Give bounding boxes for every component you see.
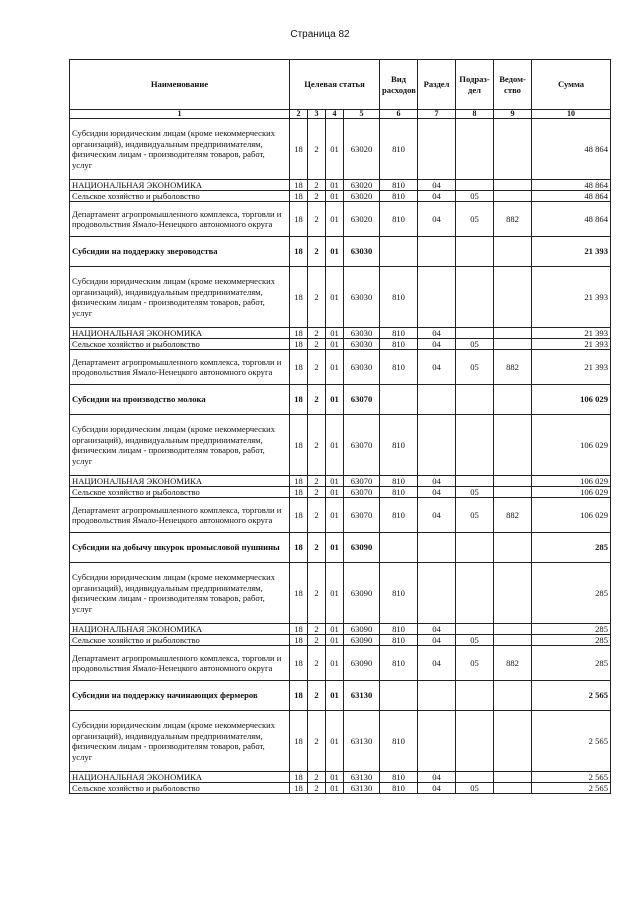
cell-expense-type: 810	[380, 772, 418, 783]
cell-section	[418, 385, 456, 415]
cell-department: 882	[494, 646, 532, 681]
cell-code-3: 01	[326, 202, 344, 237]
cell-code-4: 63070	[344, 476, 380, 487]
cell-section: 04	[418, 476, 456, 487]
table-row	[70, 415, 611, 476]
cell-name: Сельское хозяйство и рыболовство	[70, 487, 290, 498]
cell-code-1: 18	[290, 487, 308, 498]
table-row	[70, 339, 611, 350]
cell-expense-type: 810	[380, 646, 418, 681]
cell-section	[418, 119, 456, 180]
cell-code-1: 18	[290, 180, 308, 191]
col-number: 4	[326, 110, 344, 119]
cell-code-2: 2	[308, 487, 326, 498]
cell-code-3: 01	[326, 180, 344, 191]
cell-section	[418, 533, 456, 563]
cell-expense-type	[380, 681, 418, 711]
cell-subsection: 05	[456, 339, 494, 350]
cell-department: 882	[494, 350, 532, 385]
cell-section	[418, 711, 456, 772]
cell-code-3: 01	[326, 119, 344, 180]
cell-name: НАЦИОНАЛЬНАЯ ЭКОНОМИКА	[70, 624, 290, 635]
cell-code-2: 2	[308, 476, 326, 487]
cell-code-2: 2	[308, 119, 326, 180]
cell-subsection	[456, 180, 494, 191]
cell-code-3: 01	[326, 772, 344, 783]
cell-department: 882	[494, 202, 532, 237]
cell-code-3: 01	[326, 191, 344, 202]
cell-name: Сельское хозяйство и рыболовство	[70, 339, 290, 350]
cell-section: 04	[418, 180, 456, 191]
cell-code-4: 63070	[344, 498, 380, 533]
cell-code-2: 2	[308, 267, 326, 328]
cell-code-4: 63030	[344, 339, 380, 350]
cell-code-1: 18	[290, 498, 308, 533]
table-row	[70, 180, 611, 191]
table-row	[70, 711, 611, 772]
cell-code-3: 01	[326, 350, 344, 385]
cell-sum: 2 565	[532, 711, 611, 772]
cell-code-2: 2	[308, 772, 326, 783]
table-row	[70, 385, 611, 415]
cell-code-4: 63020	[344, 180, 380, 191]
table-row	[70, 202, 611, 237]
cell-name: Департамент агропромышленного комплекса, торговли и продовольствия Ямало-Ненецкого автономного округа	[70, 350, 290, 385]
cell-expense-type: 810	[380, 498, 418, 533]
cell-subsection	[456, 119, 494, 180]
cell-code-1: 18	[290, 339, 308, 350]
cell-code-1: 18	[290, 328, 308, 339]
cell-subsection: 05	[456, 202, 494, 237]
cell-code-1: 18	[290, 711, 308, 772]
cell-code-2: 2	[308, 635, 326, 646]
cell-subsection	[456, 681, 494, 711]
cell-code-4: 63030	[344, 328, 380, 339]
cell-sum: 285	[532, 624, 611, 635]
cell-code-1: 18	[290, 237, 308, 267]
cell-name: Субсидии на добычу шкурок промысловой пушнины	[70, 533, 290, 563]
cell-section: 04	[418, 498, 456, 533]
cell-subsection: 05	[456, 487, 494, 498]
table-row	[70, 237, 611, 267]
cell-expense-type: 810	[380, 487, 418, 498]
cell-code-1: 18	[290, 563, 308, 624]
cell-sum: 48 864	[532, 202, 611, 237]
cell-code-2: 2	[308, 237, 326, 267]
cell-code-2: 2	[308, 191, 326, 202]
cell-sum: 106 029	[532, 415, 611, 476]
cell-department	[494, 711, 532, 772]
cell-name: Сельское хозяйство и рыболовство	[70, 191, 290, 202]
col-number: 6	[380, 110, 418, 119]
cell-section: 04	[418, 339, 456, 350]
cell-code-1: 18	[290, 385, 308, 415]
cell-code-2: 2	[308, 624, 326, 635]
cell-code-4: 63070	[344, 415, 380, 476]
cell-code-2: 2	[308, 415, 326, 476]
table-row	[70, 772, 611, 783]
table-row	[70, 328, 611, 339]
table-row	[70, 487, 611, 498]
cell-name: НАЦИОНАЛЬНАЯ ЭКОНОМИКА	[70, 328, 290, 339]
cell-expense-type: 810	[380, 339, 418, 350]
cell-code-1: 18	[290, 476, 308, 487]
cell-name: Департамент агропромышленного комплекса, торговли и продовольствия Ямало-Ненецкого автономного округа	[70, 202, 290, 237]
col-number: 1	[70, 110, 290, 119]
cell-section: 04	[418, 646, 456, 681]
cell-expense-type: 810	[380, 180, 418, 191]
cell-code-2: 2	[308, 646, 326, 681]
cell-code-1: 18	[290, 415, 308, 476]
cell-code-3: 01	[326, 339, 344, 350]
cell-code-1: 18	[290, 533, 308, 563]
cell-name: Субсидии юридическим лицам (кроме некоммерческих организаций), индивидуальным предпринимателям, физическим лицам - производителям товаров, работ, услуг	[70, 415, 290, 476]
page-number: Страница 82	[290, 29, 350, 40]
cell-code-3: 01	[326, 533, 344, 563]
cell-subsection	[456, 624, 494, 635]
cell-code-4: 63130	[344, 681, 380, 711]
cell-code-2: 2	[308, 350, 326, 385]
cell-code-1: 18	[290, 267, 308, 328]
cell-code-4: 63030	[344, 350, 380, 385]
table-row	[70, 476, 611, 487]
cell-name: Субсидии юридическим лицам (кроме некоммерческих организаций), индивидуальным предпринимателям, физическим лицам - производителям товаров, работ, услуг	[70, 119, 290, 180]
cell-department	[494, 487, 532, 498]
table-row	[70, 681, 611, 711]
cell-sum: 2 565	[532, 772, 611, 783]
header-target-article: Целевая статья	[290, 60, 380, 110]
cell-subsection	[456, 533, 494, 563]
cell-code-3: 01	[326, 711, 344, 772]
cell-name: Субсидии на производство молока	[70, 385, 290, 415]
cell-name: Департамент агропромышленного комплекса, торговли и продовольствия Ямало-Ненецкого автономного округа	[70, 498, 290, 533]
cell-department	[494, 339, 532, 350]
cell-section	[418, 237, 456, 267]
cell-expense-type: 810	[380, 635, 418, 646]
cell-code-1: 18	[290, 635, 308, 646]
cell-section: 04	[418, 624, 456, 635]
cell-subsection: 05	[456, 646, 494, 681]
cell-department	[494, 415, 532, 476]
column-number-row	[70, 110, 611, 119]
header-name: Наименование	[70, 60, 290, 110]
cell-sum: 106 029	[532, 385, 611, 415]
cell-name: Субсидии юридическим лицам (кроме некоммерческих организаций), индивидуальным предпринимателям, физическим лицам - производителям товаров, работ, услуг	[70, 267, 290, 328]
cell-code-3: 01	[326, 498, 344, 533]
cell-code-4: 63090	[344, 646, 380, 681]
cell-section: 04	[418, 635, 456, 646]
cell-code-4: 63020	[344, 202, 380, 237]
cell-sum: 48 864	[532, 119, 611, 180]
cell-code-3: 01	[326, 267, 344, 328]
col-number: 8	[456, 110, 494, 119]
header-department: Ведом-ство	[494, 60, 532, 110]
cell-code-1: 18	[290, 350, 308, 385]
cell-expense-type	[380, 533, 418, 563]
cell-subsection	[456, 267, 494, 328]
cell-department	[494, 772, 532, 783]
cell-name: НАЦИОНАЛЬНАЯ ЭКОНОМИКА	[70, 180, 290, 191]
cell-code-1: 18	[290, 783, 308, 794]
col-number: 2	[290, 110, 308, 119]
cell-expense-type: 810	[380, 191, 418, 202]
cell-code-2: 2	[308, 180, 326, 191]
cell-section	[418, 681, 456, 711]
cell-name: НАЦИОНАЛЬНАЯ ЭКОНОМИКА	[70, 772, 290, 783]
cell-sum: 2 565	[532, 681, 611, 711]
cell-section: 04	[418, 772, 456, 783]
cell-code-4: 63130	[344, 783, 380, 794]
table-row	[70, 191, 611, 202]
cell-sum: 21 393	[532, 339, 611, 350]
cell-sum: 106 029	[532, 476, 611, 487]
cell-code-1: 18	[290, 624, 308, 635]
cell-expense-type: 810	[380, 350, 418, 385]
cell-sum: 48 864	[532, 180, 611, 191]
cell-code-3: 01	[326, 624, 344, 635]
cell-section	[418, 563, 456, 624]
cell-name: Субсидии юридическим лицам (кроме некоммерческих организаций), индивидуальным предпринимателям, физическим лицам - производителям товаров, работ, услуг	[70, 711, 290, 772]
cell-subsection	[456, 772, 494, 783]
budget-table	[69, 59, 611, 794]
cell-department	[494, 624, 532, 635]
cell-expense-type: 810	[380, 624, 418, 635]
cell-sum: 21 393	[532, 237, 611, 267]
cell-section: 04	[418, 191, 456, 202]
col-number: 7	[418, 110, 456, 119]
cell-name: Сельское хозяйство и рыболовство	[70, 635, 290, 646]
cell-expense-type: 810	[380, 563, 418, 624]
cell-expense-type: 810	[380, 119, 418, 180]
cell-code-3: 01	[326, 487, 344, 498]
cell-code-4: 63090	[344, 635, 380, 646]
cell-department	[494, 237, 532, 267]
cell-section: 04	[418, 328, 456, 339]
cell-department	[494, 119, 532, 180]
table-row	[70, 119, 611, 180]
cell-code-2: 2	[308, 681, 326, 711]
cell-code-4: 63130	[344, 772, 380, 783]
cell-name: Департамент агропромышленного комплекса, торговли и продовольствия Ямало-Ненецкого автономного округа	[70, 646, 290, 681]
cell-code-2: 2	[308, 339, 326, 350]
cell-code-2: 2	[308, 498, 326, 533]
cell-code-2: 2	[308, 563, 326, 624]
cell-code-2: 2	[308, 202, 326, 237]
cell-department	[494, 533, 532, 563]
cell-department	[494, 563, 532, 624]
cell-department	[494, 681, 532, 711]
cell-code-2: 2	[308, 533, 326, 563]
col-number: 3	[308, 110, 326, 119]
col-number: 10	[532, 110, 611, 119]
table-row	[70, 635, 611, 646]
cell-code-3: 01	[326, 476, 344, 487]
cell-subsection	[456, 328, 494, 339]
cell-subsection: 05	[456, 635, 494, 646]
cell-code-1: 18	[290, 646, 308, 681]
cell-subsection	[456, 476, 494, 487]
cell-department	[494, 328, 532, 339]
cell-code-4: 63030	[344, 237, 380, 267]
cell-subsection: 05	[456, 498, 494, 533]
cell-sum: 285	[532, 635, 611, 646]
cell-code-4: 63030	[344, 267, 380, 328]
header-subsection: Подраз-дел	[456, 60, 494, 110]
cell-sum: 106 029	[532, 487, 611, 498]
cell-expense-type: 810	[380, 202, 418, 237]
cell-section: 04	[418, 487, 456, 498]
cell-code-3: 01	[326, 681, 344, 711]
cell-department	[494, 180, 532, 191]
cell-code-1: 18	[290, 191, 308, 202]
cell-department: 882	[494, 498, 532, 533]
header-expense-type: Вид расходов	[380, 60, 418, 110]
cell-department	[494, 385, 532, 415]
cell-subsection: 05	[456, 191, 494, 202]
cell-code-1: 18	[290, 202, 308, 237]
cell-sum: 21 393	[532, 350, 611, 385]
cell-code-4: 63130	[344, 711, 380, 772]
cell-code-4: 63020	[344, 119, 380, 180]
cell-sum: 21 393	[532, 267, 611, 328]
cell-section: 04	[418, 202, 456, 237]
cell-code-4: 63090	[344, 563, 380, 624]
cell-section	[418, 415, 456, 476]
table-row	[70, 624, 611, 635]
cell-sum: 21 393	[532, 328, 611, 339]
cell-code-3: 01	[326, 783, 344, 794]
header-row	[70, 60, 611, 110]
header-sum: Сумма	[532, 60, 611, 110]
cell-subsection: 05	[456, 783, 494, 794]
cell-name: Субсидии на поддержку звероводства	[70, 237, 290, 267]
cell-subsection	[456, 415, 494, 476]
table-row	[70, 646, 611, 681]
col-number: 5	[344, 110, 380, 119]
cell-code-3: 01	[326, 563, 344, 624]
cell-sum: 285	[532, 563, 611, 624]
cell-name: НАЦИОНАЛЬНАЯ ЭКОНОМИКА	[70, 476, 290, 487]
cell-code-3: 01	[326, 646, 344, 681]
cell-expense-type: 810	[380, 476, 418, 487]
table-row	[70, 563, 611, 624]
table-row	[70, 350, 611, 385]
cell-code-2: 2	[308, 783, 326, 794]
cell-code-4: 63090	[344, 533, 380, 563]
cell-code-4: 63070	[344, 385, 380, 415]
cell-sum: 106 029	[532, 498, 611, 533]
cell-department	[494, 635, 532, 646]
cell-name: Субсидии юридическим лицам (кроме некоммерческих организаций), индивидуальным предпринимателям, физическим лицам - производителям товаров, работ, услуг	[70, 563, 290, 624]
cell-expense-type: 810	[380, 783, 418, 794]
cell-code-3: 01	[326, 385, 344, 415]
cell-department	[494, 191, 532, 202]
cell-department	[494, 267, 532, 328]
cell-code-3: 01	[326, 635, 344, 646]
table-row	[70, 783, 611, 794]
cell-subsection	[456, 563, 494, 624]
cell-expense-type: 810	[380, 267, 418, 328]
cell-code-2: 2	[308, 711, 326, 772]
cell-subsection	[456, 711, 494, 772]
cell-name: Субсидии на поддержку начинающих фермеров	[70, 681, 290, 711]
cell-section: 04	[418, 350, 456, 385]
cell-sum: 2 565	[532, 783, 611, 794]
table-row	[70, 267, 611, 328]
cell-expense-type	[380, 385, 418, 415]
cell-code-2: 2	[308, 328, 326, 339]
cell-expense-type	[380, 237, 418, 267]
cell-code-4: 63070	[344, 487, 380, 498]
cell-code-4: 63020	[344, 191, 380, 202]
cell-code-4: 63090	[344, 624, 380, 635]
cell-sum: 285	[532, 646, 611, 681]
cell-code-2: 2	[308, 385, 326, 415]
cell-code-3: 01	[326, 237, 344, 267]
cell-expense-type: 810	[380, 711, 418, 772]
cell-sum: 285	[532, 533, 611, 563]
cell-expense-type: 810	[380, 328, 418, 339]
col-number: 9	[494, 110, 532, 119]
cell-department	[494, 783, 532, 794]
table-row	[70, 533, 611, 563]
cell-section: 04	[418, 783, 456, 794]
cell-code-1: 18	[290, 772, 308, 783]
cell-code-1: 18	[290, 119, 308, 180]
header-section: Раздел	[418, 60, 456, 110]
cell-department	[494, 476, 532, 487]
cell-sum: 48 864	[532, 191, 611, 202]
cell-subsection	[456, 237, 494, 267]
cell-subsection: 05	[456, 350, 494, 385]
table-row	[70, 498, 611, 533]
cell-expense-type: 810	[380, 415, 418, 476]
cell-section	[418, 267, 456, 328]
cell-code-3: 01	[326, 415, 344, 476]
cell-code-3: 01	[326, 328, 344, 339]
cell-subsection	[456, 385, 494, 415]
cell-name: Сельское хозяйство и рыболовство	[70, 783, 290, 794]
cell-code-1: 18	[290, 681, 308, 711]
